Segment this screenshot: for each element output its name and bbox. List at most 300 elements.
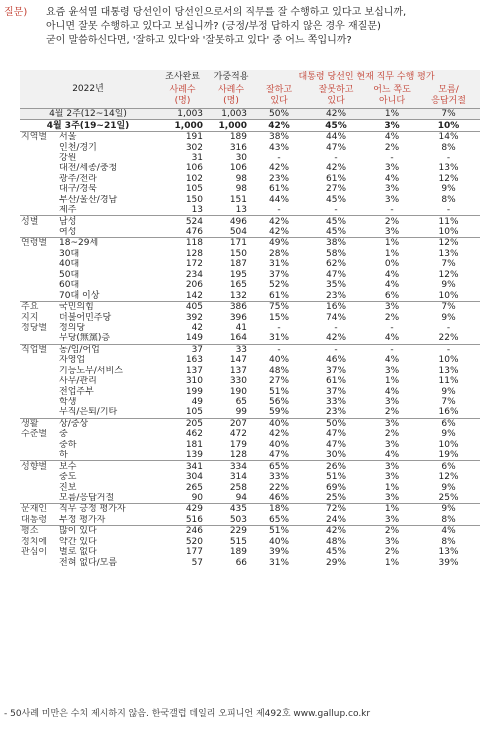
value-cell: 1%: [367, 109, 417, 120]
value-cell: 4%: [384, 450, 400, 461]
value-cell: 7%: [417, 301, 480, 312]
value-cell: 516: [185, 514, 204, 525]
value-cell: 61%: [269, 184, 290, 195]
table-row: [20, 407, 480, 418]
value-cell: 1,000: [209, 120, 253, 131]
row-label: 기능노무/서비스: [59, 365, 123, 376]
value-cell: 40%: [253, 418, 305, 429]
survey-col-header: 조사완료: [156, 70, 209, 84]
table-row: [20, 280, 480, 290]
row-label: 60대: [59, 280, 80, 291]
row-label: 대구/경북: [59, 184, 97, 195]
group-label: [20, 153, 58, 163]
value-cell: 26%: [305, 461, 367, 472]
row-label: 학생: [59, 397, 77, 408]
value-cell: 3%: [367, 301, 417, 312]
subheader-cell: 사례수 (명): [156, 84, 209, 109]
value-cell: 1%: [384, 482, 400, 493]
value-cell: 94: [235, 492, 248, 503]
row-label: 중: [59, 429, 68, 440]
row-label: 진보: [59, 482, 77, 493]
group-label: [20, 482, 58, 492]
value-cell: 3%: [384, 184, 400, 195]
table-row: [20, 504, 480, 515]
table-row: [20, 227, 480, 238]
value-cell: 25%: [326, 492, 347, 503]
group-label: 성별: [20, 216, 58, 227]
year-header: 2022년: [20, 70, 156, 109]
value-cell: 199: [185, 386, 204, 397]
table-row: [20, 323, 480, 333]
value-cell: 31%: [269, 333, 290, 344]
value-cell: 330: [229, 376, 248, 387]
value-cell: 520: [185, 536, 204, 547]
value-cell: 8%: [441, 142, 456, 153]
value-cell: -: [446, 322, 451, 333]
value-cell: 51%: [253, 526, 305, 537]
value-cell: 1%: [384, 557, 400, 568]
row-label: 더불어민주당: [59, 312, 112, 323]
value-cell: 3%: [384, 194, 400, 205]
group-label: 관심이: [21, 547, 48, 558]
value-cell: 10%: [438, 227, 459, 238]
value-cell: -: [390, 152, 394, 163]
value-cell: 45%: [305, 216, 367, 227]
group-label: [20, 366, 58, 376]
row-label: 모름/응답거절: [59, 492, 115, 503]
value-cell: 42: [191, 322, 204, 333]
value-cell: 12%: [438, 472, 459, 483]
value-cell: 1,000: [156, 120, 209, 131]
value-cell: 172: [185, 259, 204, 270]
table-row: [20, 153, 480, 163]
value-cell: 47%: [326, 269, 347, 280]
table-row: [20, 205, 480, 216]
value-cell: 12%: [438, 173, 459, 184]
value-cell: 65: [235, 397, 248, 408]
group-label: 지역별: [20, 131, 58, 142]
row-label: 전업주부: [59, 386, 94, 397]
row-label: 상/중상: [58, 418, 156, 429]
value-cell: 392: [185, 312, 204, 323]
value-cell: 3%: [384, 492, 400, 503]
value-cell: 47%: [326, 142, 347, 153]
value-cell: 12%: [417, 238, 480, 249]
value-cell: 147: [229, 355, 248, 366]
row-label: 사무/관리: [59, 376, 97, 387]
row-label: 전혀 없다/모름: [59, 557, 118, 568]
value-cell: 386: [209, 301, 253, 312]
value-cell: 462: [185, 429, 204, 440]
value-cell: 44%: [269, 194, 290, 205]
value-cell: 4%: [384, 269, 400, 280]
value-cell: 304: [185, 472, 204, 483]
value-cell: 27%: [326, 184, 347, 195]
value-cell: 472: [229, 429, 248, 440]
table-row: [20, 344, 480, 355]
row-label: 별로 없다: [59, 547, 97, 558]
value-cell: -: [446, 205, 451, 216]
value-cell: 3%: [367, 120, 417, 131]
value-cell: 246: [156, 526, 209, 537]
table-row: [20, 142, 480, 152]
group-label: [20, 397, 58, 407]
value-cell: 7%: [441, 397, 456, 408]
value-cell: 13%: [438, 547, 459, 558]
value-cell: 8%: [441, 536, 456, 547]
value-cell: 149: [185, 333, 204, 344]
table-row: [20, 290, 480, 301]
value-cell: 9%: [441, 280, 456, 291]
value-cell: 258: [229, 482, 248, 493]
value-cell: -: [334, 322, 338, 333]
table-row: [20, 386, 480, 396]
value-cell: 195: [229, 269, 248, 280]
table-row: [20, 418, 480, 429]
value-cell: 42%: [253, 216, 305, 227]
table-row: [20, 195, 480, 205]
value-cell: 132: [229, 290, 248, 301]
value-cell: 429: [156, 504, 209, 515]
value-cell: 74%: [326, 312, 347, 323]
value-cell: 33%: [326, 397, 347, 408]
value-cell: 22%: [269, 482, 290, 493]
subheader-cell: 잘못하고 있다: [305, 84, 367, 109]
value-cell: 2%: [384, 429, 400, 440]
table-row: [20, 355, 480, 365]
value-cell: 13%: [438, 365, 459, 376]
group-label: 성향별: [20, 461, 58, 472]
table-row: [20, 526, 480, 537]
row-label: 광주/전라: [59, 173, 97, 184]
value-cell: 128: [185, 248, 204, 259]
group-label: [20, 493, 58, 504]
value-cell: 3%: [367, 418, 417, 429]
value-cell: 3%: [384, 472, 400, 483]
value-cell: 504: [229, 227, 248, 238]
table-row: [20, 238, 480, 249]
row-label: 30대: [59, 248, 80, 259]
group-label: [20, 259, 58, 269]
value-cell: 1%: [367, 504, 417, 515]
subheader-cell: 어느 쪽도 아니다: [367, 84, 417, 109]
value-cell: 98: [235, 184, 248, 195]
value-cell: 51%: [326, 472, 347, 483]
value-cell: 41: [235, 322, 248, 333]
value-cell: 98: [235, 173, 248, 184]
table-row: [20, 184, 480, 194]
group-label: [20, 407, 58, 418]
row-label: 정의당: [59, 322, 86, 333]
value-cell: 18%: [253, 504, 305, 515]
value-cell: 3%: [384, 439, 400, 450]
value-cell: -: [390, 322, 394, 333]
value-cell: 4%: [384, 280, 400, 291]
value-cell: 476: [185, 227, 204, 238]
value-cell: 44%: [305, 131, 367, 142]
value-cell: 42%: [253, 120, 305, 131]
table-row: [20, 301, 480, 312]
value-cell: 12%: [438, 269, 459, 280]
value-cell: 45%: [326, 227, 347, 238]
value-cell: 2%: [384, 407, 400, 418]
value-cell: 23%: [269, 173, 290, 184]
value-cell: -: [277, 152, 281, 163]
value-cell: 48%: [269, 365, 290, 376]
value-cell: 1,003: [209, 109, 253, 120]
value-cell: 4%: [367, 131, 417, 142]
value-cell: 45%: [305, 120, 367, 131]
value-cell: 25%: [438, 492, 459, 503]
value-cell: 23%: [326, 407, 347, 418]
value-cell: 40%: [269, 439, 290, 450]
value-cell: 49%: [253, 238, 305, 249]
value-cell: 13%: [438, 248, 459, 259]
value-cell: -: [367, 344, 417, 355]
value-cell: 503: [229, 514, 248, 525]
value-cell: 22%: [438, 333, 459, 344]
table-row: [20, 547, 480, 557]
group-label: [20, 249, 58, 259]
value-cell: 7%: [441, 259, 456, 270]
group-label: [20, 174, 58, 184]
value-cell: 187: [229, 259, 248, 270]
row-label: 40대: [59, 259, 80, 270]
value-cell: 3%: [384, 365, 400, 376]
row-label: 대전/세종/충청: [59, 163, 118, 174]
table-row: [20, 312, 480, 322]
value-cell: 38%: [253, 131, 305, 142]
table-row: [20, 472, 480, 482]
table-row: [20, 249, 480, 259]
table-row: [20, 557, 480, 567]
table-row: [20, 440, 480, 450]
value-cell: 9%: [441, 482, 456, 493]
value-cell: 205: [156, 418, 209, 429]
value-cell: 142: [185, 290, 204, 301]
row-label: 18~29세: [58, 238, 156, 249]
value-cell: 137: [185, 365, 204, 376]
value-cell: 39%: [269, 547, 290, 558]
value-cell: 37: [156, 344, 209, 355]
value-cell: 8%: [441, 514, 456, 525]
group-label: 평소: [20, 526, 58, 537]
value-cell: 10%: [417, 120, 480, 131]
value-cell: 16%: [438, 407, 459, 418]
value-cell: 9%: [441, 386, 456, 397]
value-cell: 52%: [269, 280, 290, 291]
table-row: [20, 120, 480, 131]
value-cell: 11%: [417, 216, 480, 227]
table-row: [20, 259, 480, 269]
row-label: 직무 긍정 평가자: [58, 504, 156, 515]
group-label: [20, 472, 58, 482]
value-cell: 51%: [269, 386, 290, 397]
table-row: [20, 461, 480, 472]
value-cell: 2%: [367, 526, 417, 537]
row-label: 약간 있다: [59, 536, 97, 547]
group-label: 연령별: [20, 238, 58, 249]
value-cell: -: [417, 344, 480, 355]
value-cell: 31%: [269, 557, 290, 568]
row-label: 많이 있다: [58, 526, 156, 537]
value-cell: 30%: [326, 450, 347, 461]
value-cell: 164: [229, 333, 248, 344]
value-cell: 31%: [269, 259, 290, 270]
group-label: [20, 333, 58, 344]
row-label: 부정 평가자: [59, 514, 106, 525]
table-row: [20, 216, 480, 227]
value-cell: 139: [185, 450, 204, 461]
row-label: 인천/경기: [59, 142, 97, 153]
table-row: [20, 270, 480, 280]
group-label: [20, 270, 58, 280]
value-cell: 27%: [269, 376, 290, 387]
row-label: 중하: [59, 439, 77, 450]
value-cell: 118: [156, 238, 209, 249]
value-cell: 75%: [253, 301, 305, 312]
question-label: 질문): [4, 7, 28, 18]
value-cell: 35%: [326, 280, 347, 291]
value-cell: 31: [191, 152, 204, 163]
row-label: 여성: [59, 227, 77, 238]
value-cell: 163: [185, 355, 204, 366]
value-cell: 40%: [269, 355, 290, 366]
value-cell: 334: [209, 461, 253, 472]
value-cell: 45%: [326, 547, 347, 558]
group-label: [20, 184, 58, 194]
value-cell: 47%: [326, 429, 347, 440]
value-cell: 30: [235, 152, 248, 163]
group-label: [20, 205, 58, 216]
value-cell: 189: [229, 547, 248, 558]
group-label: 지지: [21, 312, 39, 323]
value-cell: 316: [229, 142, 248, 153]
value-cell: 46%: [269, 492, 290, 503]
value-cell: 57: [191, 557, 204, 568]
value-cell: 3%: [384, 536, 400, 547]
value-cell: 4%: [384, 386, 400, 397]
row-label: 무직/은퇴/기타: [59, 407, 118, 418]
value-cell: 65%: [253, 461, 305, 472]
value-cell: 191: [156, 131, 209, 142]
value-cell: 99: [235, 407, 248, 418]
value-cell: 39%: [438, 557, 459, 568]
row-label: 4월 3주(19~21일): [20, 120, 156, 131]
value-cell: 177: [185, 547, 204, 558]
row-label: 국민의힘: [58, 301, 156, 312]
group-label: 생활: [20, 418, 58, 429]
group-label: 주요: [20, 301, 58, 312]
row-label: 하: [59, 450, 68, 461]
value-cell: 90: [191, 492, 204, 503]
subheader-cell: 잘하고 있다: [253, 84, 305, 109]
value-cell: 137: [229, 365, 248, 376]
row-label: 4월 2주(12~14일): [20, 109, 156, 120]
question-line: 굳이 말씀하신다면, '잘하고 있다'와 '잘못하고 있다' 중 어느 쪽입니까?: [46, 35, 352, 46]
value-cell: -: [277, 322, 281, 333]
table-row: [20, 174, 480, 184]
value-cell: 206: [185, 280, 204, 291]
value-cell: 165: [229, 280, 248, 291]
value-cell: 3%: [367, 461, 417, 472]
value-cell: 496: [209, 216, 253, 227]
value-cell: 46%: [326, 355, 347, 366]
table-row: [20, 376, 480, 386]
value-cell: 58%: [326, 248, 347, 259]
value-cell: 3%: [384, 227, 400, 238]
table-row: [20, 515, 480, 526]
value-cell: 61%: [269, 290, 290, 301]
value-cell: 515: [229, 536, 248, 547]
value-cell: 65%: [269, 514, 290, 525]
value-cell: 2%: [367, 216, 417, 227]
value-cell: 1%: [367, 238, 417, 249]
value-cell: 2%: [384, 142, 400, 153]
value-cell: 179: [229, 439, 248, 450]
value-cell: 29%: [326, 557, 347, 568]
evaluation-group-header: 대통령 당선인 현재 직무 수행 평가: [253, 70, 480, 84]
value-cell: 4%: [417, 526, 480, 537]
question-line: 요즘 윤석열 대통령 당선인이 당선인으로서의 직무를 잘 수행하고 있다고 보십니까,: [46, 7, 407, 18]
value-cell: -: [305, 344, 367, 355]
value-cell: 19%: [438, 450, 459, 461]
value-cell: 59%: [269, 407, 290, 418]
row-label: 70대 이상: [59, 290, 100, 301]
value-cell: 105: [185, 407, 204, 418]
value-cell: 6%: [417, 418, 480, 429]
value-cell: 45%: [326, 194, 347, 205]
value-cell: 40%: [269, 536, 290, 547]
table-row: [20, 131, 480, 142]
value-cell: 47%: [326, 439, 347, 450]
row-label: 농/임/어업: [58, 344, 156, 355]
value-cell: 3%: [384, 163, 400, 174]
group-label: [20, 290, 58, 301]
weighted-col-header: 가중적용: [209, 70, 253, 84]
value-cell: 4%: [384, 333, 400, 344]
value-cell: 9%: [417, 504, 480, 515]
value-cell: 229: [209, 526, 253, 537]
value-cell: 50%: [253, 109, 305, 120]
table-row: [20, 482, 480, 492]
value-cell: 28%: [269, 248, 290, 259]
value-cell: 42%: [305, 526, 367, 537]
value-cell: 524: [156, 216, 209, 227]
value-cell: 150: [229, 248, 248, 259]
value-cell: 50%: [305, 418, 367, 429]
value-cell: 37%: [326, 386, 347, 397]
value-cell: 106: [185, 163, 204, 174]
value-cell: 11%: [438, 376, 459, 387]
value-cell: 405: [156, 301, 209, 312]
value-cell: 189: [209, 131, 253, 142]
group-label: 정당별: [21, 322, 48, 333]
value-cell: 151: [229, 194, 248, 205]
question-line: 아니면 잘못 수행하고 있다고 보십니까? (긍정/부정 답하지 않은 경우 재질문): [46, 21, 381, 32]
value-cell: 61%: [326, 173, 347, 184]
group-label: 문재인: [20, 504, 58, 515]
value-cell: 181: [185, 439, 204, 450]
value-cell: 435: [209, 504, 253, 515]
value-cell: 3%: [384, 397, 400, 408]
value-cell: 9%: [441, 429, 456, 440]
value-cell: 61%: [326, 376, 347, 387]
value-cell: 314: [229, 472, 248, 483]
value-cell: 13%: [438, 163, 459, 174]
value-cell: 42%: [269, 227, 290, 238]
group-label: [20, 450, 58, 461]
